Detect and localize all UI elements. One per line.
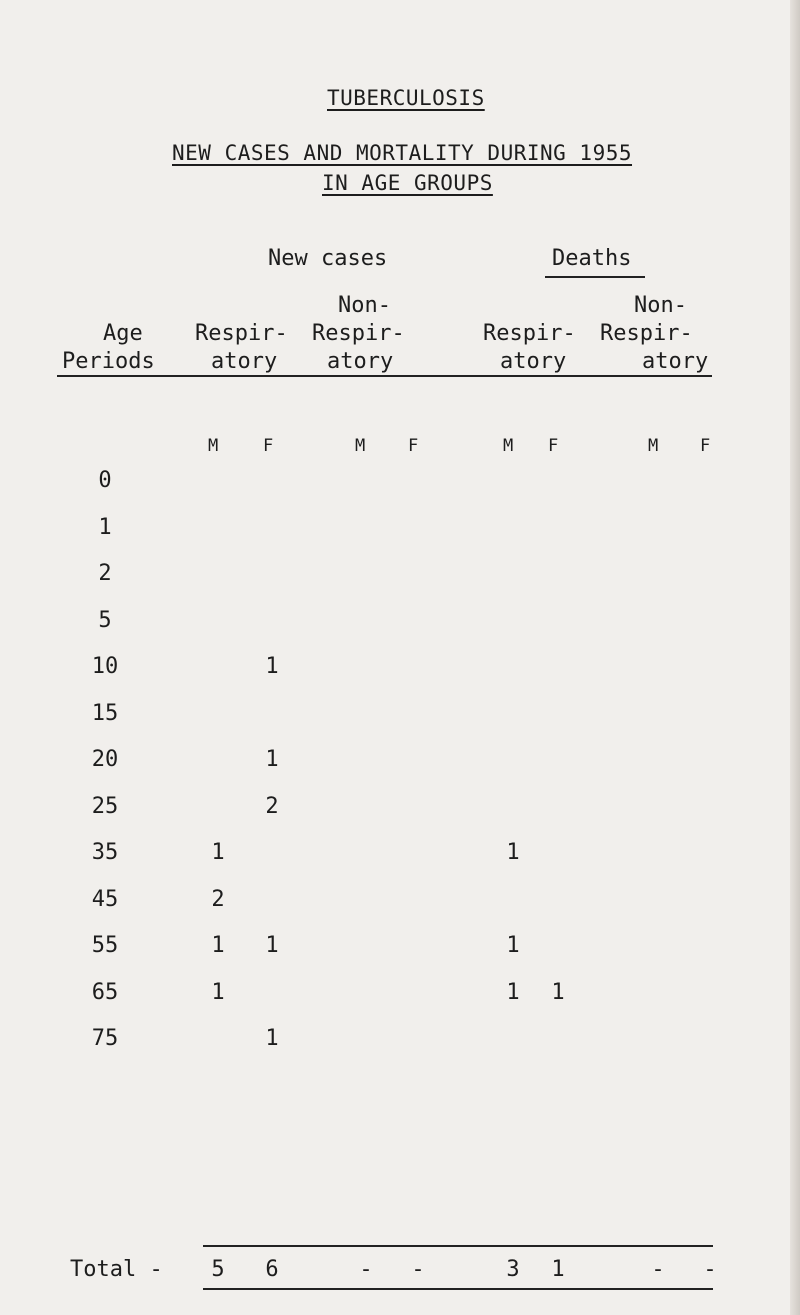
- table-subtitle-2: IN AGE GROUPS: [322, 171, 493, 195]
- sex-f: F: [263, 436, 274, 456]
- total-cell: 1: [551, 1257, 565, 1282]
- death-resp-header-line2: atory: [500, 349, 567, 374]
- death-nonresp-header-line2: Respir-: [600, 321, 693, 346]
- table-cell: 1: [211, 933, 225, 958]
- deaths-underline: [545, 276, 645, 278]
- age-period: 45: [91, 886, 119, 912]
- age-header-line2: Periods: [62, 349, 155, 374]
- total-cell: 5: [211, 1257, 225, 1282]
- table-cell: 2: [265, 793, 279, 819]
- new-resp-header-line2: atory: [211, 349, 278, 374]
- death-nonresp-header-line3: atory: [642, 349, 709, 374]
- table-cell: 1: [211, 840, 225, 865]
- table-cell: 1: [506, 840, 520, 865]
- age-header-line1: Age: [103, 321, 143, 346]
- age-period: 0: [98, 468, 112, 493]
- total-label: Total -: [70, 1257, 163, 1282]
- age-period: 2: [98, 561, 112, 586]
- table-cell: 1: [265, 1026, 279, 1051]
- table-subtitle: NEW CASES AND MORTALITY DURING 1955: [172, 141, 633, 165]
- total-cell: 3: [506, 1257, 520, 1282]
- header-rule: [57, 375, 712, 377]
- age-period: 35: [91, 840, 119, 865]
- sex-m: M: [503, 436, 514, 456]
- age-period: 65: [91, 979, 119, 1005]
- new-resp-header-line1: Respir-: [195, 321, 288, 346]
- age-period: 5: [98, 607, 112, 633]
- table-cell: 1: [265, 654, 279, 679]
- age-period: 15: [91, 700, 119, 726]
- age-period: 55: [91, 933, 119, 958]
- page-title: TUBERCULOSIS: [327, 86, 485, 110]
- death-resp-header-line1: Respir-: [483, 321, 576, 346]
- sex-f: F: [700, 436, 711, 456]
- new-nonresp-header-line3: atory: [327, 349, 394, 374]
- table-cell: 2: [211, 886, 225, 912]
- sex-f: F: [548, 436, 559, 456]
- total-cell: -: [703, 1257, 717, 1282]
- page-edge-shadow: [790, 0, 800, 1315]
- table-cell: 1: [506, 979, 520, 1005]
- total-rule-bottom: [203, 1288, 713, 1290]
- sex-m: M: [648, 436, 659, 456]
- new-nonresp-header-line1: Non-: [338, 293, 391, 318]
- new-nonresp-header-line2: Respir-: [312, 321, 405, 346]
- table-cell: 1: [506, 933, 520, 958]
- age-period: 75: [91, 1026, 119, 1051]
- age-period: 10: [91, 654, 119, 679]
- group-deaths: Deaths: [552, 246, 632, 271]
- age-period: 1: [98, 514, 112, 540]
- table-cell: 1: [211, 979, 225, 1005]
- sex-m: M: [208, 436, 219, 456]
- age-period: 25: [91, 793, 119, 819]
- total-cell: -: [411, 1257, 425, 1282]
- total-cell: 6: [265, 1257, 279, 1282]
- total-cell: -: [651, 1257, 665, 1282]
- table-cell: 1: [551, 979, 565, 1005]
- total-cell: -: [359, 1257, 373, 1282]
- sex-m: M: [355, 436, 366, 456]
- sex-f: F: [408, 436, 419, 456]
- age-period: 20: [91, 747, 119, 772]
- group-new-cases: New cases: [268, 246, 388, 271]
- total-rule-top: [203, 1245, 713, 1247]
- death-nonresp-header-line1: Non-: [634, 293, 687, 318]
- table-cell: 1: [265, 933, 279, 958]
- table-cell: 1: [265, 747, 279, 772]
